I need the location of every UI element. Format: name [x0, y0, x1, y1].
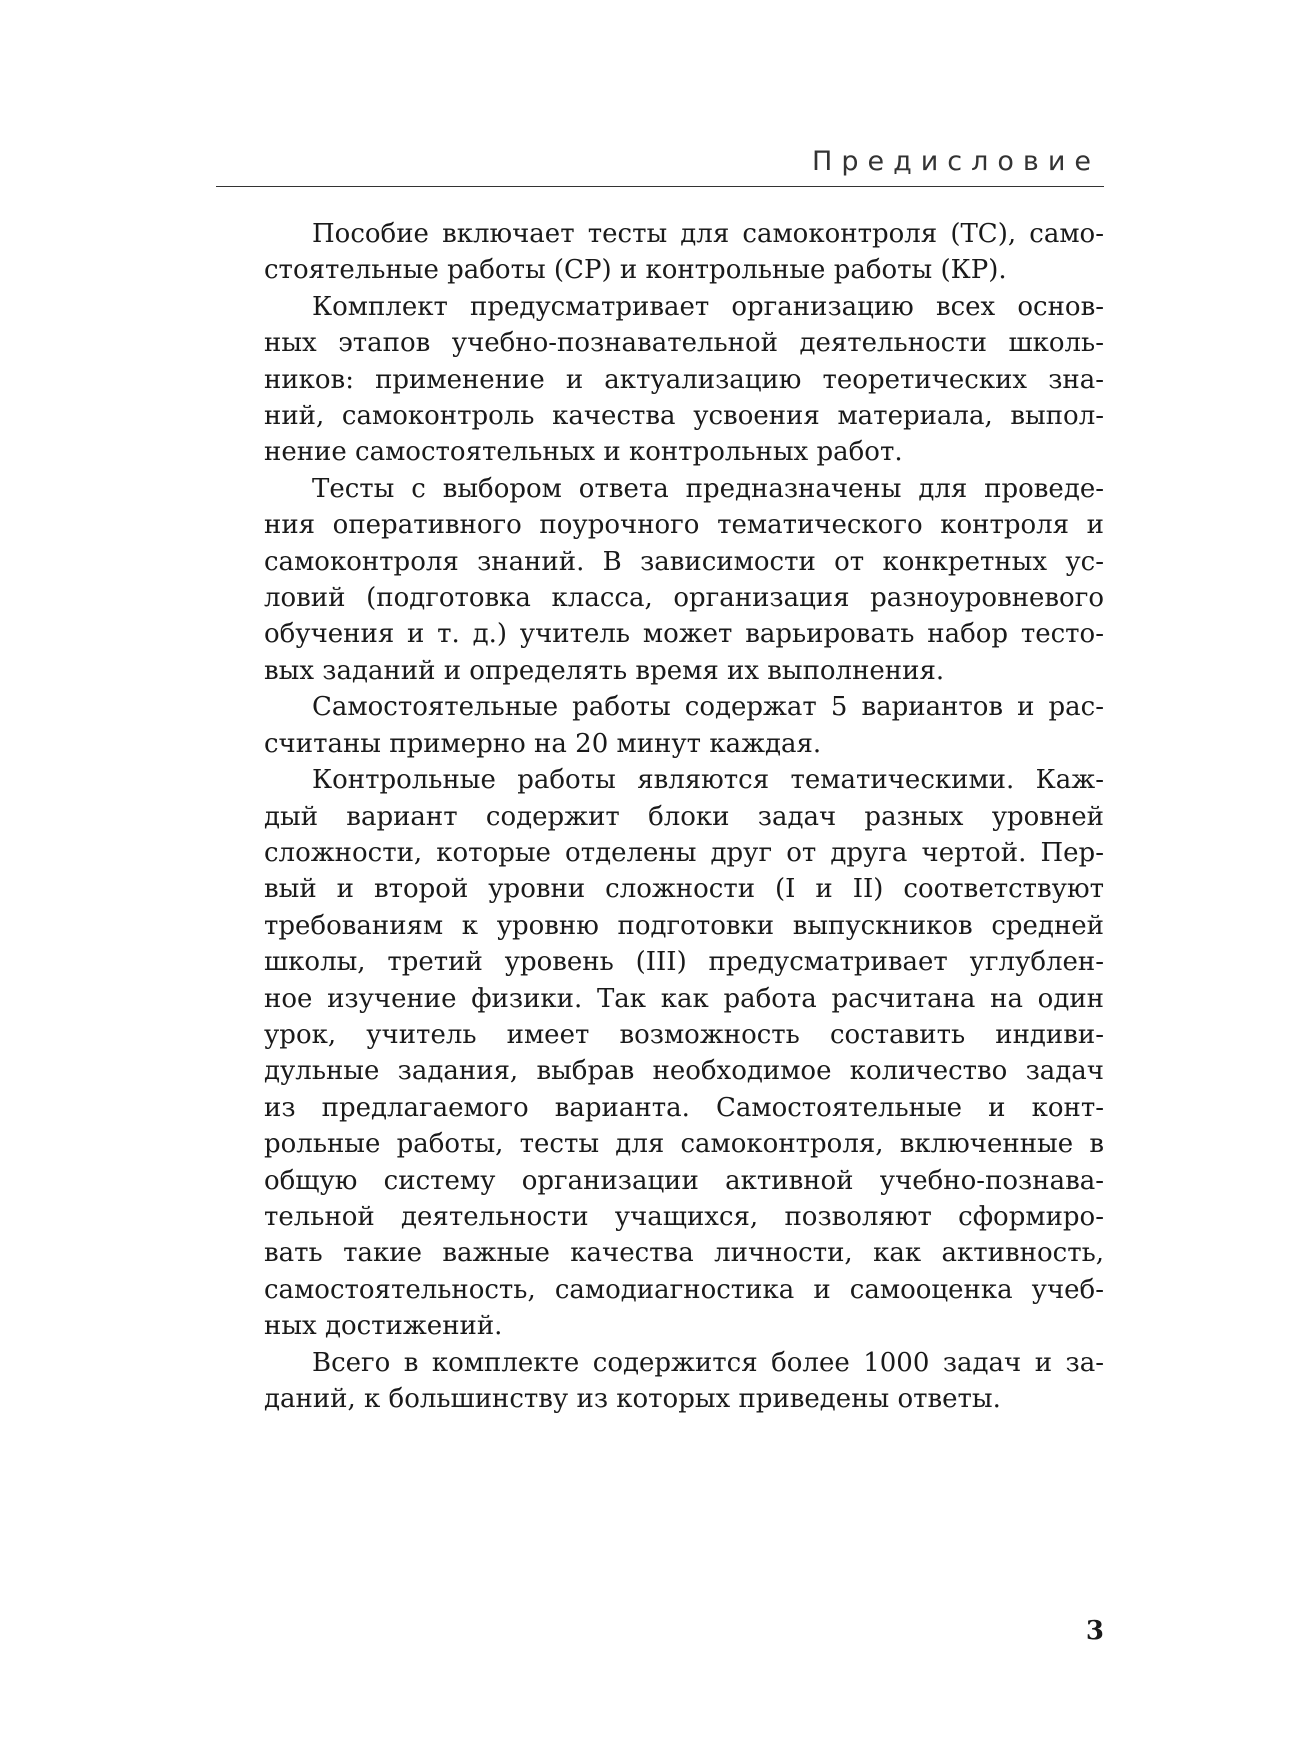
text-line: общую систему организации активной учебно-познава-	[264, 1165, 1104, 1196]
text-line: Комплект предусматривает организацию всех основ-	[312, 291, 1104, 322]
text-line: дый вариант содержит блоки задач разных уровней	[264, 801, 1104, 832]
text-line: школы, третий уровень (III) предусматривает углублен-	[264, 947, 1104, 978]
paragraph-3	[216, 471, 1104, 689]
text-line: даний, к большинству из которых приведены ответы.	[264, 1384, 1001, 1414]
text-line: Контрольные работы являются тематическими. Каж-	[312, 765, 1104, 796]
text-line: ных достижений.	[264, 1311, 503, 1342]
text-line: нение самостоятельных и контрольных работ.	[264, 437, 903, 468]
section-title: Предисловие	[812, 146, 1100, 177]
text-line: ловий (подготовка класса, организация разноуровневого	[264, 583, 1104, 614]
text-line: ников: применение и актуализацию теоретических зна-	[264, 364, 1104, 395]
text-line: требованиям к уровню подготовки выпускников средней	[264, 910, 1104, 941]
text-line: ний, самоконтроль качества усвоения материала, выпол-	[264, 401, 1104, 432]
text-line: ния оперативного поурочного тематического контроля и	[264, 510, 1104, 541]
text-line: Пособие включает тесты для самоконтроля (ТС), само-	[312, 219, 1104, 249]
paragraph-6	[216, 1345, 1104, 1418]
text-line: самостоятельность, самодиагностика и самооценка учеб-	[264, 1274, 1104, 1305]
text-line: тельной деятельности учащихся, позволяют сформиро-	[264, 1201, 1104, 1232]
text-line: рольные работы, тесты для самоконтроля, включенные в	[264, 1129, 1104, 1160]
page-number: 3	[1085, 1616, 1104, 1646]
text-line: вать такие важные качества личности, как активность,	[264, 1238, 1104, 1269]
paragraph-2	[216, 289, 1104, 471]
text-line: самоконтроля знаний. В зависимости от конкретных ус-	[264, 546, 1104, 577]
paragraph-4	[216, 689, 1104, 762]
text-line: сложности, которые отделены друг от друга чертой. Пер-	[264, 837, 1104, 868]
text-line: Самостоятельные работы содержат 5 вариантов и рас-	[312, 692, 1104, 723]
text-line: вый и второй уровни сложности (I и II) соответствуют	[264, 874, 1104, 905]
text-line: из предлагаемого варианта. Самостоятельные и конт-	[264, 1092, 1104, 1123]
text-line: дульные задания, выбрав необходимое количество задач	[264, 1056, 1104, 1087]
text-line: вых заданий и определять время их выполнения.	[264, 655, 945, 686]
paragraph-1	[216, 216, 1104, 289]
body-text	[216, 216, 1104, 1417]
text-line: считаны примерно на 20 минут каждая.	[264, 728, 822, 759]
text-line: ных этапов учебно-познавательной деятельности школь-	[264, 328, 1104, 359]
text-line: ное изучение физики. Так как работа расчитана на один	[264, 983, 1104, 1014]
text-line: Всего в комплекте содержится более 1000 задач и за-	[312, 1347, 1104, 1378]
text-line: обучения и т. д.) учитель может варьировать набор тесто-	[264, 619, 1104, 650]
text-line: стоятельные работы (СР) и контрольные работы (КР).	[264, 255, 1007, 286]
running-header	[216, 146, 1104, 187]
text-line: урок, учитель имеет возможность составить индиви-	[264, 1019, 1104, 1050]
paragraph-5	[216, 762, 1104, 1345]
text-line: Тесты с выбором ответа предназначены для проведе-	[312, 473, 1104, 504]
